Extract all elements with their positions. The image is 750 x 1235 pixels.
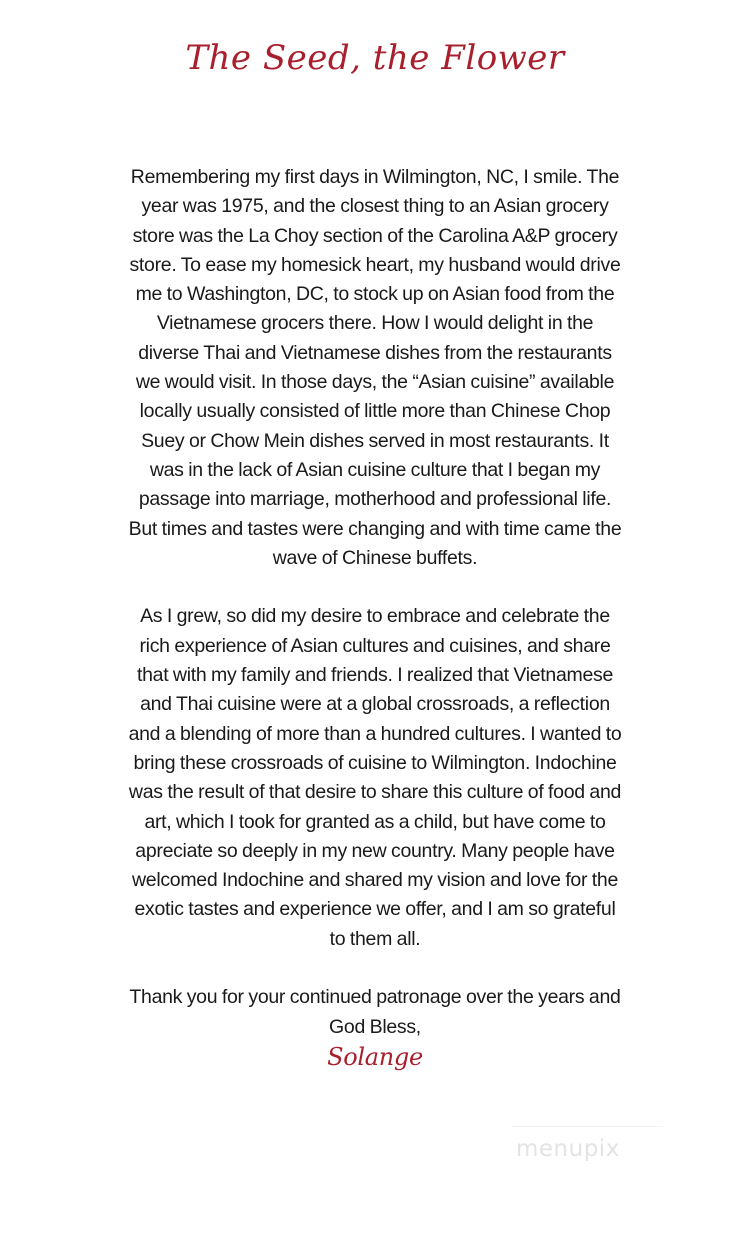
paragraph-closing: Thank you for your continued patronage over the years and God Bless, xyxy=(129,986,621,1038)
letter-body xyxy=(128,163,622,1072)
paragraph-1: Remembering my first days in Wilmington, NC, I smile. The year was 1975, and the closest thing to an Asian grocery store was the La Choy section of the Carolina A&P grocery store. To ease my homesick heart, my husband would drive me to Washington, DC, to stock up on Asian food from the Vietnamese grocers there. How I would delight in the diverse Thai and Vietnamese dishes from the restaurants we would visit. In those days, the “Asian cuisine” available locally usually consisted of little more than Chinese Chop Suey or Chow Mein dishes served in most restaurants. It was in the lack of Asian cuisine culture that I began my passage into marriage, motherhood and professional life. But times and tastes were changing and with time came the wave of Chinese buffets. xyxy=(128,166,622,569)
signature: Solange xyxy=(327,1042,423,1071)
page-title: The Seed, the Flower xyxy=(185,38,565,78)
watermark-logo: menupix xyxy=(516,1136,620,1162)
watermark-divider xyxy=(512,1126,662,1127)
paragraph-2: As I grew, so did my desire to embrace and celebrate the rich experience of Asian cultures and cuisines, and share that with my family and friends. I realized that Vietnamese and Thai cuisine were at a global crossroads, a reflection and a blending of more than a hundred cultures. I wanted to bring these crossroads of cuisine to Wilmington. Indochine was the result of that desire to share this culture of food and art, which I took for granted as a child, but have come to apreciate so deeply in my new country. Many people have welcomed Indochine and shared my vision and love for the exotic tastes and experience we offer, and I am so grateful to them all. xyxy=(128,605,622,950)
